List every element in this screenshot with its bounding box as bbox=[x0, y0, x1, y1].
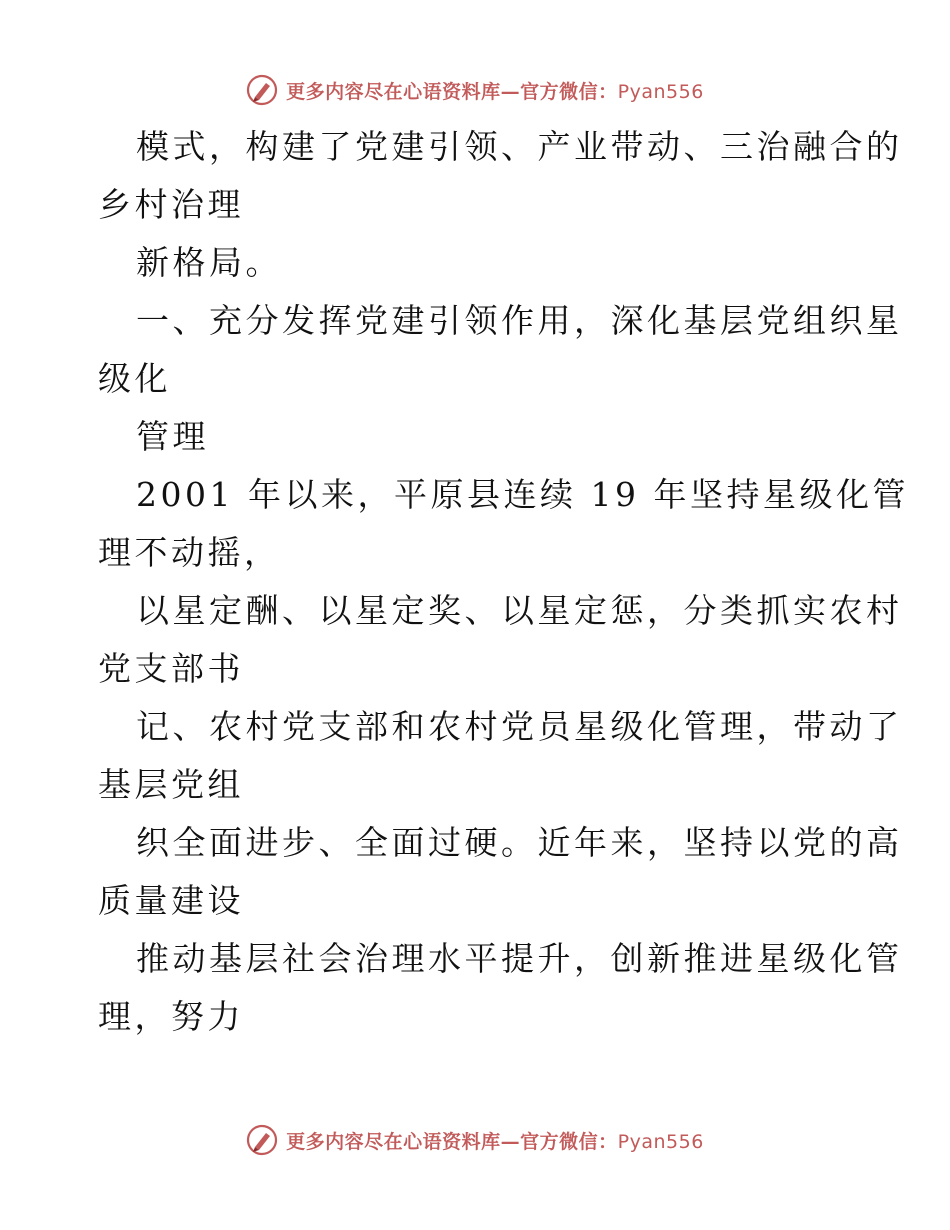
header-watermark bbox=[0, 70, 950, 110]
text-line: 党支部书 bbox=[98, 649, 244, 688]
text-line: 以星定酬、以星定奖、以星定惩，分类抓实农村 bbox=[136, 591, 903, 630]
text-line: 新格局。 bbox=[136, 243, 282, 282]
watermark-wechat-id: Pyan556 bbox=[617, 1130, 704, 1153]
text-line: 一、充分发挥党建引领作用，深化基层党组织星 bbox=[136, 301, 903, 340]
text-line: 乡村治理 bbox=[98, 185, 244, 224]
text-line: 模式，构建了党建引领、产业带动、三治融合的 bbox=[136, 127, 903, 166]
text-line: 理，努力 bbox=[98, 997, 244, 1036]
pen-logo-icon bbox=[246, 74, 278, 106]
text-line: 理不动摇， bbox=[98, 533, 281, 572]
text-line: 2001 年以来，平原县连续 19 年坚持星级化管 bbox=[136, 475, 909, 514]
text-line: 级化 bbox=[98, 359, 171, 398]
text-line: 记、农村党支部和农村党员星级化管理，带动了 bbox=[136, 707, 903, 746]
text-line: 质量建设 bbox=[98, 881, 244, 920]
footer-watermark bbox=[0, 1120, 950, 1160]
text-line: 织全面进步、全面过硬。近年来，坚持以党的高 bbox=[136, 823, 903, 862]
watermark-text: 更多内容尽在心语资料库—官方微信：Pyan556 bbox=[286, 80, 704, 103]
watermark-text: 更多内容尽在心语资料库—官方微信：Pyan556 bbox=[286, 1130, 704, 1153]
watermark-wechat-id: Pyan556 bbox=[617, 80, 704, 103]
pen-logo-icon bbox=[246, 1124, 278, 1156]
text-line: 管理 bbox=[136, 417, 209, 456]
document-body bbox=[98, 118, 909, 1046]
text-line: 推动基层社会治理水平提升，创新推进星级化管 bbox=[136, 939, 903, 978]
text-line: 基层党组 bbox=[98, 765, 244, 804]
